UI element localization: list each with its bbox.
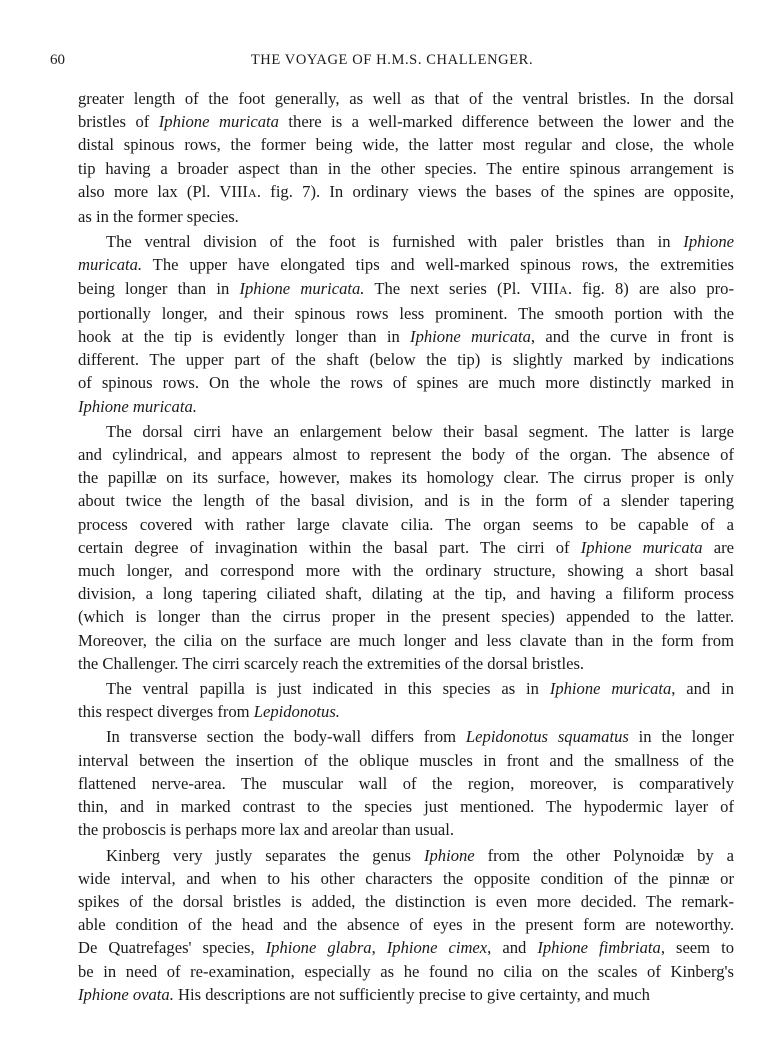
text-run: the proboscis is perhaps more lax and areolar than usual. xyxy=(78,820,455,840)
text-run: process covered with rather large clavate cilia. The organ seems to be capable of a xyxy=(78,514,734,534)
text-run: The ventral papilla is just indicated in this species as in xyxy=(106,679,550,699)
running-head xyxy=(50,52,734,72)
text-line xyxy=(50,325,734,348)
italic-taxon-name: Iphione muricata xyxy=(549,679,672,699)
italic-taxon-name: Iphione muricata xyxy=(580,537,703,557)
italic-taxon-name: Iphione xyxy=(683,232,734,252)
paragraph-4 xyxy=(50,677,734,723)
text-run: greater length of the foot generally, as well as that of the ventral bristles. In the dorsal xyxy=(78,89,734,108)
body-text xyxy=(50,87,734,1006)
text-run: the papillæ on its surface, however, makes its homology clear. The cirrus proper is only xyxy=(78,468,734,488)
text-line xyxy=(50,772,734,795)
text-line xyxy=(50,466,734,489)
text-line xyxy=(50,395,734,418)
text-run: His descriptions are not sufficiently precise to give certainty, and much xyxy=(173,984,650,1004)
text-run: The ventral division of the foot is furnished with paler bristles than in xyxy=(106,232,684,252)
text-line xyxy=(50,157,734,180)
text-run: , and the curve in front is xyxy=(530,327,734,347)
text-run: as in the former species. xyxy=(78,207,239,227)
text-line xyxy=(50,582,734,605)
paragraph-2 xyxy=(50,230,734,418)
text-line xyxy=(50,536,734,559)
text-run: much longer, and correspond more with the ordinary structure, showing a short basal xyxy=(78,561,734,581)
italic-taxon-name: Iphione cimex xyxy=(386,938,488,958)
italic-taxon-name: Iphione muricata xyxy=(410,327,531,347)
text-line xyxy=(50,795,734,818)
text-run: tip having a broader aspect than in the other species. The entire spinous arrangement is xyxy=(78,158,734,178)
italic-taxon-name: Iphione glabra xyxy=(265,938,372,958)
text-line xyxy=(50,700,734,723)
text-run: hook at the tip is evidently longer than in xyxy=(78,327,411,347)
italic-taxon-name: Lepidonotus squamatus xyxy=(465,727,629,747)
page-number: 60 xyxy=(50,52,65,68)
text-line xyxy=(50,867,734,890)
text-run: the Challenger. The cirri scarcely reach the extremities of the dorsal bristles. xyxy=(78,653,585,673)
text-line xyxy=(50,652,734,675)
text-line xyxy=(50,983,734,1006)
text-line xyxy=(50,87,734,110)
text-run: Kinberg very justly separates the genus xyxy=(106,845,424,865)
text-run: The dorsal cirri have an enlargement below their basal segment. The latter is large xyxy=(106,421,734,441)
text-run: , and in xyxy=(671,679,735,699)
text-run: certain degree of invagination within the basal part. The cirri of xyxy=(78,537,581,557)
text-line xyxy=(50,677,734,700)
text-run: division, a long tapering ciliated shaft, dilating at the tip, and having a filiform process xyxy=(78,584,734,604)
text-run: spikes of the dorsal bristles is added, the distinction is even more decided. The remark- xyxy=(78,891,734,911)
text-line xyxy=(50,749,734,772)
text-line xyxy=(50,110,734,133)
paragraph-5 xyxy=(50,725,734,841)
paragraph-3 xyxy=(50,420,734,675)
text-line xyxy=(50,960,734,983)
text-line xyxy=(50,371,734,394)
text-line xyxy=(50,513,734,536)
italic-taxon-name: Lepidonotus. xyxy=(253,702,340,722)
text-run: are xyxy=(702,537,734,557)
text-line xyxy=(50,605,734,628)
text-run: , and xyxy=(487,938,538,958)
text-run: of spinous rows. On the whole the rows of spines are much more distinctly marked in xyxy=(78,373,734,393)
running-title: THE VOYAGE OF H.M.S. CHALLENGER. xyxy=(250,52,534,68)
plate-suffix: A xyxy=(247,185,257,200)
text-line xyxy=(50,133,734,156)
text-run: , xyxy=(371,938,387,958)
text-run: . fig. 8) are also pro- xyxy=(567,278,735,298)
text-line xyxy=(50,277,734,302)
italic-taxon-name: Iphione muricata. xyxy=(78,396,197,416)
text-run: different. The upper part of the shaft (below the tip) is slightly marked by indications xyxy=(78,350,734,370)
text-run: wide interval, and when to his other characters the opposite condition of the pinnæ or xyxy=(78,868,734,888)
text-run: Moreover, the cilia on the surface are much longer and less clavate than in the form from xyxy=(78,630,734,650)
text-run: De Quatrefages' species, xyxy=(78,938,266,958)
italic-taxon-name: Iphione xyxy=(423,845,475,865)
text-run: flattened nerve-area. The muscular wall of the region, moreover, is comparatively xyxy=(78,773,734,793)
text-line xyxy=(50,629,734,652)
italic-taxon-name: Iphione muricata xyxy=(158,112,279,132)
text-line xyxy=(50,559,734,582)
text-run: portionally longer, and their spinous rows less prominent. The smooth portion with the xyxy=(78,303,734,323)
text-run: also more lax (Pl. VIII xyxy=(78,181,248,201)
text-run: about twice the length of the basal division, and is in the form of a slender tapering xyxy=(78,491,734,511)
text-line xyxy=(50,818,734,841)
text-run: thin, and in marked contrast to the species just mentioned. The hypodermic layer of xyxy=(78,797,734,817)
text-run: In transverse section the body-wall differs from xyxy=(106,727,466,747)
text-line xyxy=(50,936,734,959)
italic-taxon-name: muricata. xyxy=(78,255,143,275)
paragraph-6 xyxy=(50,844,734,1006)
text-run: be in need of re-examination, especially as he found no cilia on the scales of Kinberg's xyxy=(78,961,734,981)
text-line xyxy=(50,180,734,205)
plate-suffix: A xyxy=(558,282,568,297)
text-run: being longer than in xyxy=(78,278,240,298)
paragraph-1 xyxy=(50,87,734,228)
text-line xyxy=(50,348,734,371)
text-line xyxy=(50,205,734,228)
text-run: The upper have elongated tips and well-marked spinous rows, the extremities xyxy=(142,255,734,275)
text-run: from the other Polynoidæ by a xyxy=(474,845,734,865)
text-line xyxy=(50,420,734,443)
text-line xyxy=(50,489,734,512)
text-line xyxy=(50,302,734,325)
text-run: and cylindrical, and appears almost to represent the body of the organ. The absence of xyxy=(78,445,734,465)
text-line xyxy=(50,230,734,253)
text-line xyxy=(50,844,734,867)
text-run: able condition of the head and the absence of eyes in the present form are noteworthy. xyxy=(78,915,734,935)
text-run: (which is longer than the cirrus proper in the present species) appended to the latter. xyxy=(78,607,734,627)
text-run: interval between the insertion of the oblique muscles in front and the smallness of the xyxy=(78,750,734,770)
italic-taxon-name: Iphione fimbriata xyxy=(537,938,661,958)
text-run: bristles of xyxy=(78,112,159,132)
text-run: distal spinous rows, the former being wide, the latter most regular and close, the whole xyxy=(78,135,734,155)
text-run: in the longer xyxy=(628,727,734,747)
text-run: this respect diverges from xyxy=(78,702,254,722)
text-line xyxy=(50,443,734,466)
text-run: . fig. 7). In ordinary views the bases of the spines are opposite, xyxy=(256,181,734,201)
text-line xyxy=(50,913,734,936)
italic-taxon-name: Iphione muricata. xyxy=(239,278,365,298)
text-run: there is a well-marked difference between the lower and the xyxy=(278,112,734,132)
italic-taxon-name: Iphione ovata. xyxy=(78,984,174,1004)
text-line xyxy=(50,725,734,748)
text-run: , seem to xyxy=(660,938,735,958)
text-line xyxy=(50,253,734,276)
text-run: The next series (Pl. VIII xyxy=(364,278,559,298)
text-line xyxy=(50,890,734,913)
